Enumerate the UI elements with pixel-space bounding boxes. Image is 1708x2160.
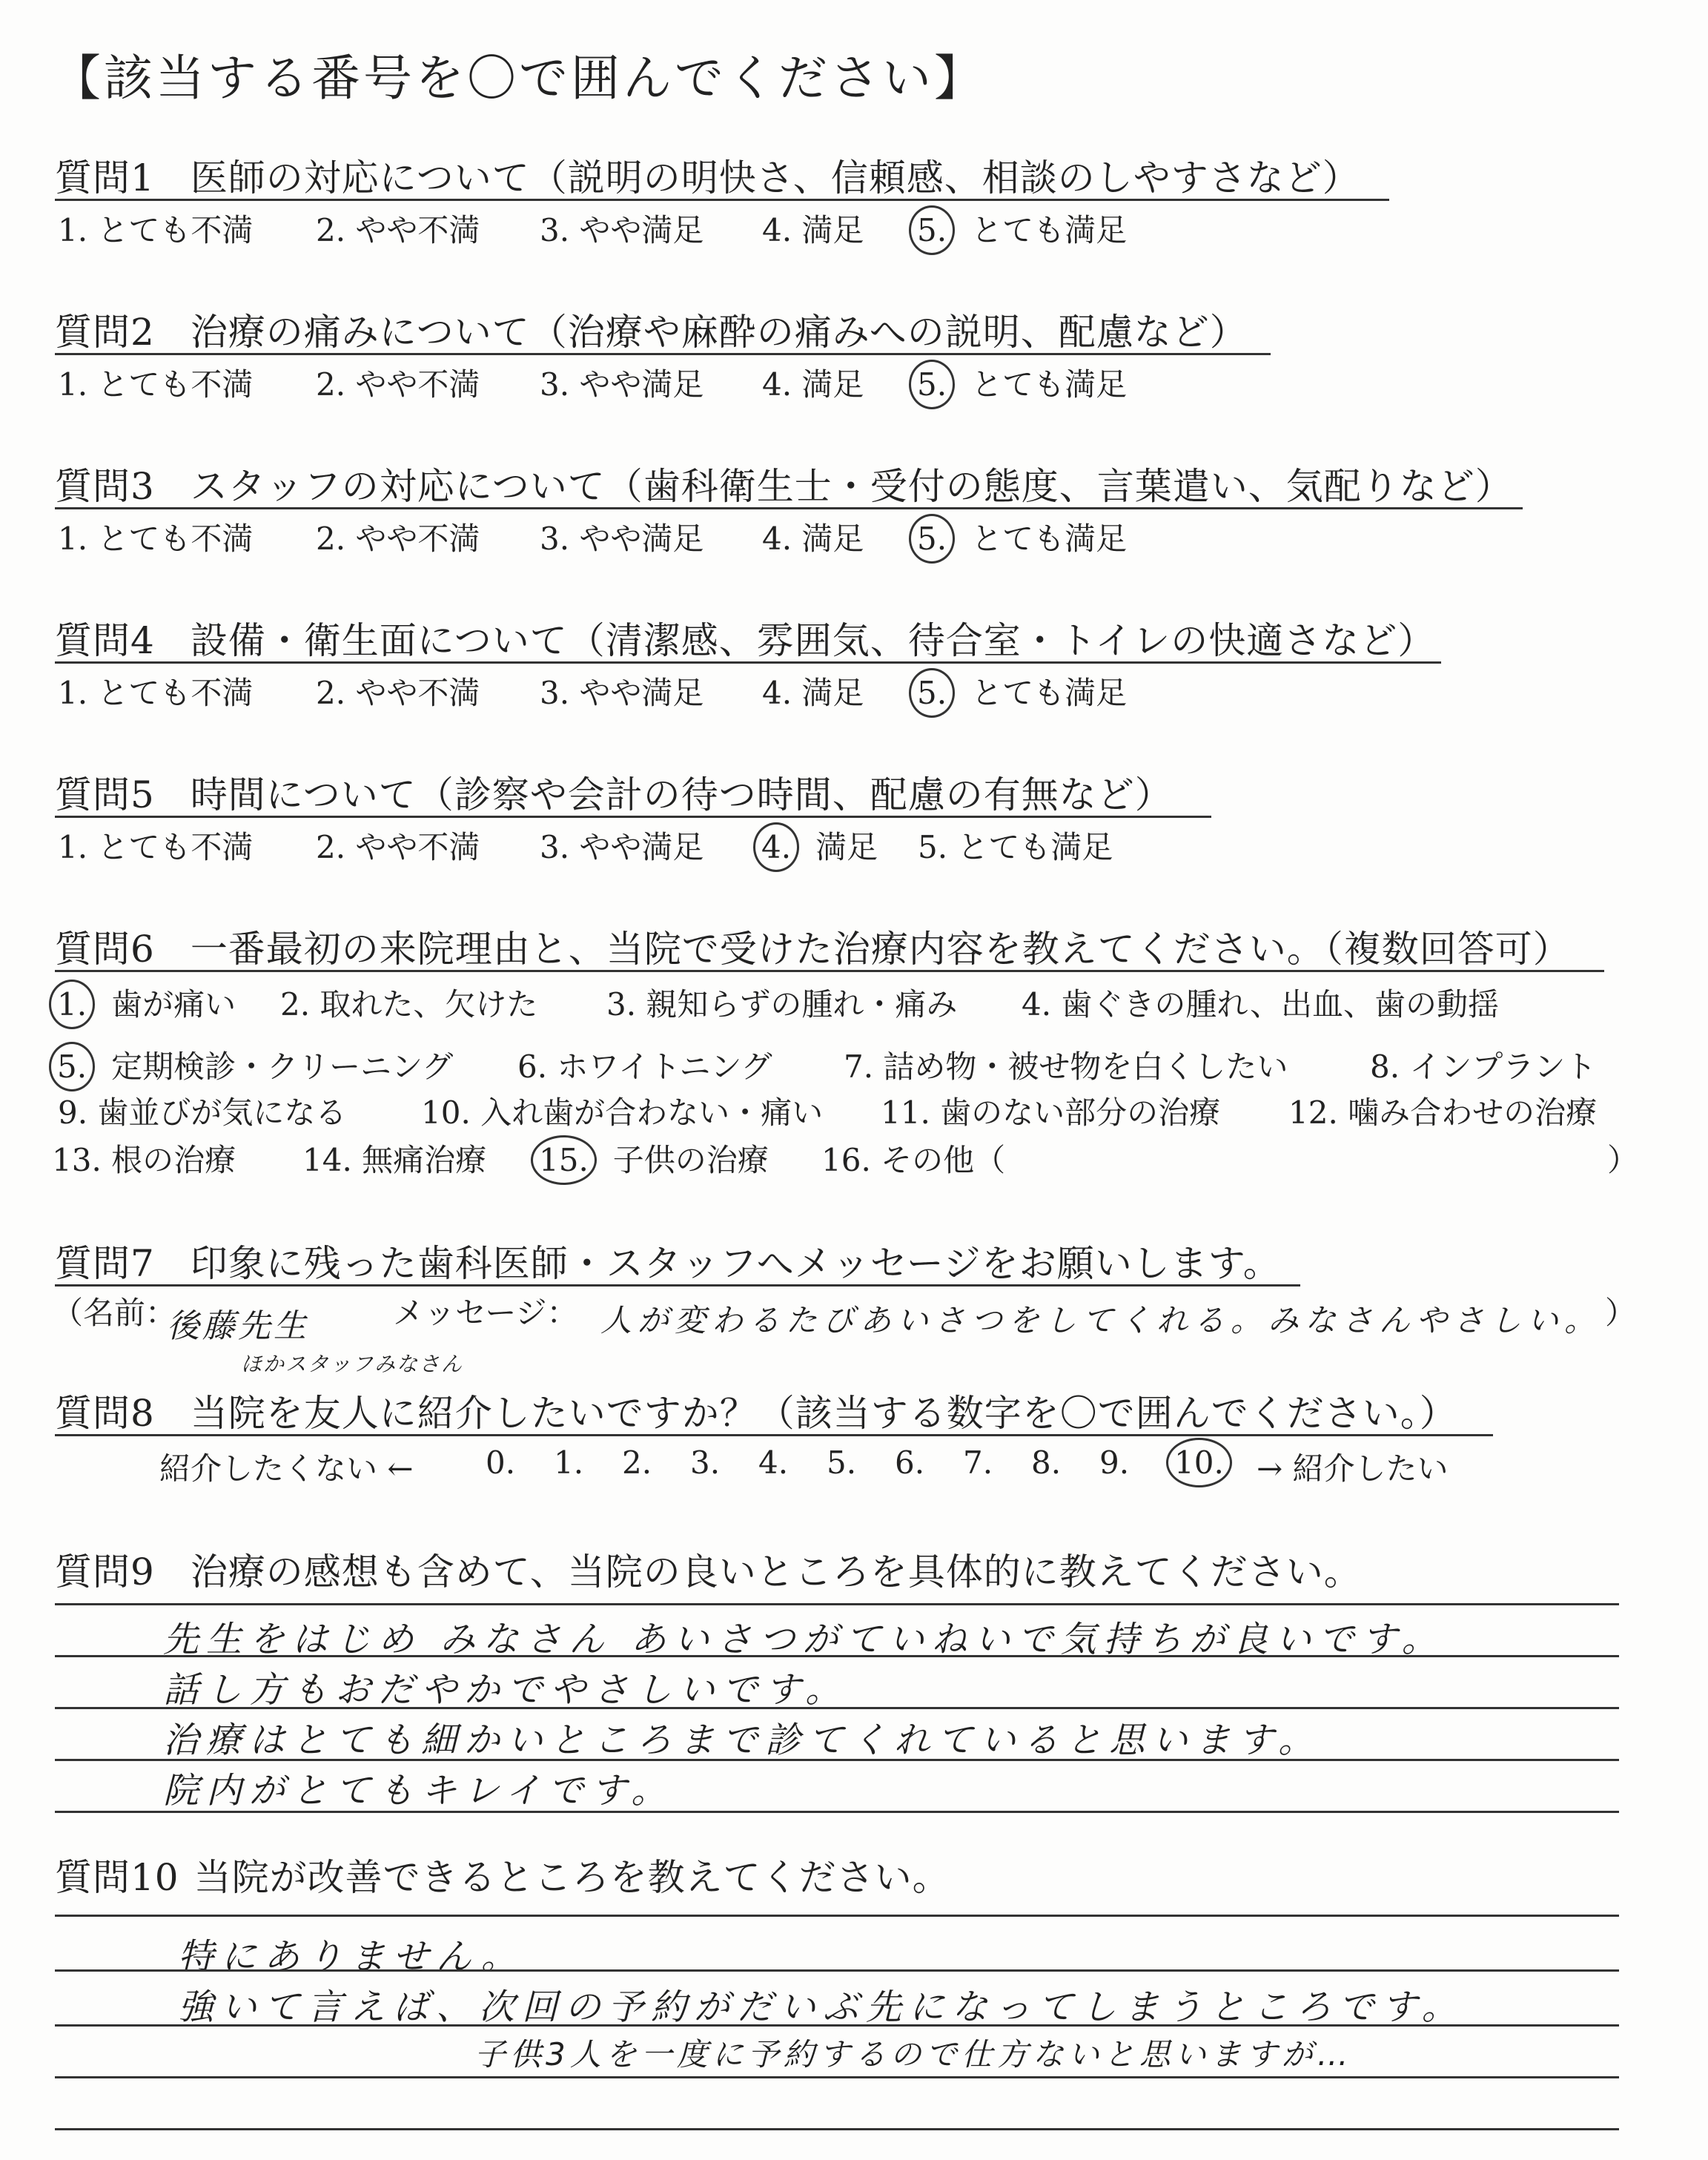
q6-option-9[interactable]: 9. 歯並びが気になる: [58, 1094, 347, 1131]
q10-answer-line-1[interactable]: 特にありません。: [178, 1936, 524, 1978]
q3-option-3[interactable]: 3. やや満足: [540, 521, 704, 557]
q8-score-8[interactable]: 8.: [1031, 1444, 1062, 1481]
question-9-number: 質問9: [55, 1550, 155, 1593]
q2-option-1[interactable]: 1. とても不満: [58, 366, 254, 403]
q4-option-3[interactable]: 3. やや満足: [540, 675, 704, 711]
question-8-number: 質問8: [55, 1392, 155, 1435]
question-5-underline: [55, 816, 1211, 818]
q9-answer-line-4[interactable]: 院内がとてもキレイです。: [163, 1770, 675, 1811]
q8-score-9[interactable]: 9.: [1099, 1444, 1130, 1481]
question-3-title: [55, 457, 1513, 510]
q3-option-2[interactable]: 2. やや不満: [316, 521, 480, 557]
q3-option-4[interactable]: 4. 満足: [762, 521, 864, 557]
question-8-underline: [55, 1434, 1493, 1436]
q1-option-1[interactable]: 1. とても不満: [58, 212, 254, 248]
q9-answer-line-2[interactable]: 話し方もおだやかでやさしいです。: [163, 1669, 849, 1711]
q5-option-5[interactable]: 5. とても満足: [918, 829, 1113, 865]
q9-ruled-line: [55, 1811, 1619, 1813]
question-8-title: [55, 1384, 1457, 1437]
question-2-number: 質問2: [55, 311, 155, 354]
question-9-title: [55, 1542, 1362, 1596]
q7-message-handwritten[interactable]: 人が変わるたびあいさつをしてくれる。みなさんやさしい。: [600, 1302, 1602, 1338]
q5-option-3[interactable]: 3. やや満足: [540, 829, 704, 865]
q4-option-1[interactable]: 1. とても不満: [58, 675, 254, 711]
q6-option-6[interactable]: 6. ホワイトニング: [517, 1048, 772, 1085]
q9-ruled-line: [55, 1603, 1619, 1605]
q6-option-14[interactable]: 14. 無痛治療: [302, 1142, 487, 1178]
question-4-text: 設備・衛生面について（清潔感、雰囲気、待合室・トイレの快適さなど）: [190, 619, 1436, 662]
q6-option-5-selected[interactable]: [58, 1043, 453, 1091]
instruction-heading: 【該当する番号を〇で囲んでください】: [52, 50, 986, 107]
q8-score-3[interactable]: 3.: [690, 1444, 721, 1481]
q6-option-7[interactable]: 7. 詰め物・被せ物を白くしたい: [844, 1048, 1288, 1085]
q9-answer-line-1[interactable]: 先生をはじめ みなさん あいさつがていねいで気持ちが良いです。: [163, 1619, 1445, 1660]
q9-ruled-line: [55, 1655, 1619, 1657]
q10-answer-line-2[interactable]: 強いて言えば、次回の予約がだいぶ先になってしまうところです。: [178, 1986, 1465, 2028]
q8-score-7[interactable]: 7.: [963, 1444, 993, 1481]
question-9-text: 治療の感想も含めて、当院の良いところを具体的に教えてください。: [190, 1550, 1362, 1593]
q4-option-5-label: とても満足: [971, 675, 1128, 711]
q5-option-1[interactable]: 1. とても不満: [58, 829, 254, 865]
question-4-title: [55, 611, 1435, 664]
question-10-text: 当院が改善できるところを教えてください。: [193, 1856, 950, 1899]
q7-name-handwritten-sub[interactable]: ほかスタッフみなさん: [241, 1352, 464, 1376]
question-7-title: [55, 1234, 1281, 1287]
question-1-number: 質問1: [55, 156, 155, 199]
q1-option-4[interactable]: 4. 満足: [762, 212, 864, 248]
q8-score-10-selected[interactable]: [1175, 1444, 1248, 1487]
selection-circle: 4.: [753, 822, 799, 872]
q8-score-2[interactable]: 2.: [622, 1444, 652, 1481]
question-4-underline: [55, 661, 1441, 664]
question-1-text: 医師の対応について（説明の明快さ、信頼感、相談のしやすさなど）: [190, 156, 1360, 199]
q8-score-1[interactable]: 1.: [554, 1444, 584, 1481]
selection-circle: 10.: [1166, 1438, 1232, 1487]
q2-option-5-label: とても満足: [971, 366, 1128, 403]
q6-option-2[interactable]: 2. 取れた、欠けた: [280, 986, 538, 1023]
q6-option-1-label: 歯が痛い: [111, 986, 236, 1023]
q6-option-12[interactable]: 12. 噛み合わせの治療: [1288, 1094, 1598, 1131]
question-5-number: 質問5: [55, 773, 155, 816]
selection-circle: 5.: [909, 360, 955, 409]
q10-ruled-line: [55, 1915, 1619, 1917]
q9-answer-line-3[interactable]: 治療はとても細かいところまで診てくれていると思います。: [163, 1720, 1322, 1761]
q5-option-4-selected[interactable]: [762, 823, 878, 872]
question-5-title: [55, 765, 1173, 819]
q4-option-4[interactable]: 4. 満足: [762, 675, 864, 711]
question-6-title: [55, 919, 1571, 973]
q6-option-4[interactable]: 4. 歯ぐきの腫れ、出血、歯の動揺: [1022, 986, 1499, 1023]
q6-option-10[interactable]: 10. 入れ歯が合わない・痛い: [421, 1094, 824, 1131]
q6-other-close-paren: ）: [1607, 1142, 1639, 1178]
q2-option-2[interactable]: 2. やや不満: [316, 366, 480, 403]
q6-option-11[interactable]: 11. 歯のない部分の治療: [881, 1094, 1221, 1131]
q8-left-label: 紹介したくない ←: [159, 1450, 414, 1487]
q2-option-5-selected[interactable]: [918, 360, 1127, 409]
question-7-number: 質問7: [55, 1242, 155, 1285]
question-3-text: スタッフの対応について（歯科衛生士・受付の態度、言葉遣い、気配りなど）: [190, 465, 1513, 508]
selection-circle: 5.: [49, 1042, 95, 1091]
q8-score-6[interactable]: 6.: [895, 1444, 925, 1481]
q5-option-4-label: 満足: [815, 829, 878, 865]
selection-circle: 5.: [909, 514, 955, 564]
question-1-underline: [55, 199, 1389, 201]
question-2-text: 治療の痛みについて（治療や麻酔の痛みへの説明、配慮など）: [190, 311, 1248, 354]
question-2-underline: [55, 353, 1271, 355]
question-10-title: [55, 1848, 950, 1901]
q10-ruled-line: [55, 2024, 1619, 2027]
question-3-underline: [55, 507, 1523, 509]
question-10-number: 質問10: [55, 1856, 179, 1899]
selection-circle: 15.: [531, 1135, 597, 1185]
question-6-text: 一番最初の来院理由と、当院で受けた治療内容を教えてください。（複数回答可）: [190, 928, 1571, 971]
selection-circle: 5.: [909, 205, 955, 255]
q6-option-13[interactable]: 13. 根の治療: [52, 1142, 236, 1178]
q10-ruled-line: [55, 1969, 1619, 1972]
q9-ruled-line: [55, 1707, 1619, 1709]
q5-option-2[interactable]: 2. やや不満: [316, 829, 480, 865]
selection-circle: 5.: [909, 668, 955, 718]
q10-ruled-line: [55, 2128, 1619, 2130]
q1-option-3[interactable]: 3. やや満足: [540, 212, 704, 248]
q9-ruled-line: [55, 1759, 1619, 1761]
question-6-number: 質問6: [55, 928, 155, 971]
q6-option-15-label: 子供の治療: [612, 1142, 769, 1178]
q6-option-16[interactable]: 16. その他（: [821, 1142, 1006, 1178]
question-4-number: 質問4: [55, 619, 155, 662]
question-7-underline: [55, 1284, 1300, 1287]
question-6-underline: [55, 970, 1604, 972]
question-8-text: 当院を友人に紹介したいですか？（該当する数字を〇で囲んでください。）: [190, 1392, 1457, 1435]
q7-name-label: （名前：: [52, 1295, 177, 1331]
question-7-text: 印象に残った歯科医師・スタッフへメッセージをお願いします。: [190, 1242, 1281, 1285]
q1-option-5-label: とても満足: [971, 212, 1128, 248]
q1-option-2[interactable]: 2. やや不満: [316, 212, 480, 248]
q2-option-4[interactable]: 4. 満足: [762, 366, 864, 403]
q6-option-3[interactable]: 3. 親知らずの腫れ・痛み: [606, 986, 958, 1023]
q10-ruled-line: [55, 2076, 1619, 2078]
q2-option-3[interactable]: 3. やや満足: [540, 366, 704, 403]
question-2-title: [55, 303, 1248, 356]
q7-name-handwritten[interactable]: 後藤先生: [167, 1307, 309, 1345]
q6-option-8[interactable]: 8. インプラント: [1370, 1048, 1597, 1085]
q8-right-label: → 紹介したい: [1257, 1450, 1449, 1487]
q8-score-4[interactable]: 4.: [758, 1444, 789, 1481]
q6-option-5-label: 定期検診・クリーニング: [111, 1048, 454, 1085]
question-5-text: 時間について（診察や会計の待つ時間、配慮の有無など）: [190, 773, 1173, 816]
q6-option-1-selected[interactable]: [58, 980, 236, 1029]
question-3-number: 質問3: [55, 465, 155, 508]
q8-score-0[interactable]: 0.: [486, 1444, 516, 1481]
q8-score-5[interactable]: 5.: [827, 1444, 857, 1481]
q3-option-1[interactable]: 1. とても不満: [58, 521, 254, 557]
q10-answer-line-3[interactable]: 子供3人を一度に予約するので仕方ないと思いますが…: [474, 2036, 1353, 2073]
q1-option-5-selected[interactable]: [918, 206, 1127, 255]
q4-option-2[interactable]: 2. やや不満: [316, 675, 480, 711]
q7-message-label: メッセージ：: [393, 1295, 578, 1331]
q7-close-paren: ）: [1605, 1295, 1637, 1331]
q3-option-5-selected[interactable]: [918, 515, 1127, 564]
question-1-title: [55, 148, 1360, 202]
selection-circle: 1.: [49, 980, 95, 1029]
q6-option-15-selected[interactable]: [540, 1136, 769, 1185]
q4-option-5-selected[interactable]: [918, 669, 1127, 718]
q3-option-5-label: とても満足: [971, 521, 1128, 557]
